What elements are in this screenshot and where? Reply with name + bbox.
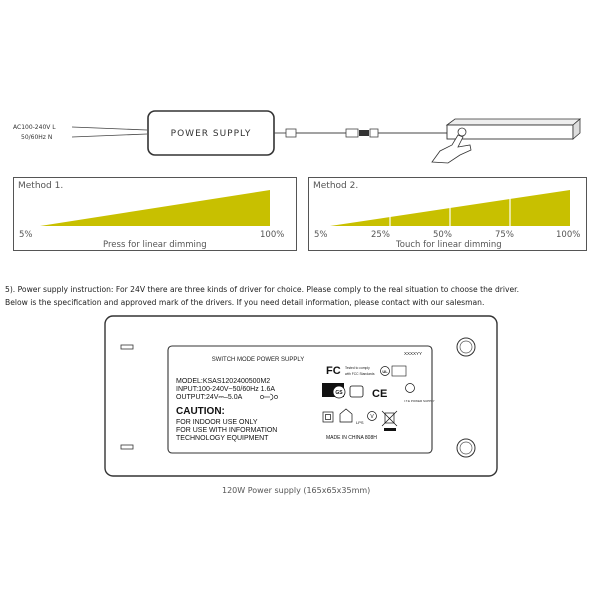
svg-text:UL: UL [382, 369, 388, 374]
method2-tick-50: 50% [433, 230, 452, 240]
method1-min-label: 5% [19, 230, 33, 240]
dc-connector-a [346, 129, 358, 137]
svg-text:GS: GS [335, 390, 343, 396]
method1-max-label: 100% [260, 230, 285, 240]
method2-tick-5: 5% [314, 230, 328, 240]
power-supply-box-label: POWER SUPPLY [170, 129, 252, 139]
svg-text:V: V [370, 414, 374, 420]
lps-mark-icon [356, 420, 364, 425]
psu-left-tab-bottom [121, 445, 133, 449]
dc-connector-c [370, 129, 378, 137]
method1-caption: Press for linear dimming [103, 240, 207, 250]
light-bar-top [447, 119, 580, 125]
ccc-mark-icon [350, 386, 363, 397]
dc-connector-b [359, 130, 369, 136]
spec-model: MODEL:KSAS1202400500M2 [176, 378, 271, 385]
spec-caution-line3: TECHNOLOGY EQUIPMENT [176, 435, 269, 442]
instruction-line-1: 5). Power supply instruction: For 24V there are three kinds of driver for choice. Please comply to the real situation to choose the driver. [5, 285, 520, 294]
method1-ramp [40, 190, 270, 226]
input-wire-l [72, 127, 147, 130]
psu-left-tab-top [121, 345, 133, 349]
fcc-mark-icon: FC [326, 365, 341, 377]
input-wire-n [72, 134, 147, 137]
svg-text:I.T.E POWER SUPPLY: I.T.E POWER SUPPLY [404, 399, 435, 403]
power-supply-drawing [0, 310, 600, 490]
instruction-line-2: Below is the specification and approved mark of the drivers. If you need detail information, please contact with our salesman. [5, 298, 485, 307]
spec-caution-line2: FOR USE WITH INFORMATION [176, 427, 278, 434]
method1-title: Method 1. [18, 181, 64, 191]
spec-caution: CAUTION: [176, 406, 225, 417]
gs-mark-icon [322, 383, 345, 398]
spec-made-in: MADE IN CHINA 808H [326, 435, 377, 441]
spec-input: INPUT:100-240V~50/60Hz 1.6A [176, 386, 276, 393]
fcc-note-2: with FCC Standards [345, 372, 375, 376]
svg-text:LPS: LPS [356, 420, 364, 425]
spec-output: OUTPUT:24V⎓–5.0A [176, 394, 243, 401]
spec-code: XXXXYY [404, 351, 423, 356]
input-frequency-label: 50/60Hz N [21, 134, 53, 141]
wiring-diagram [0, 95, 600, 175]
ce-mark-icon: CE [372, 388, 388, 400]
method2-tick-75: 75% [495, 230, 514, 240]
method2-tick-100: 100% [556, 230, 581, 240]
method1-ramp-shape [40, 190, 270, 226]
method2-ramp [330, 190, 570, 226]
method2-title: Method 2. [313, 181, 359, 191]
psu-caption: 120W Power supply (165x65x35mm) [222, 486, 371, 495]
cable-strain-relief [286, 129, 296, 137]
input-voltage-label: AC100-240V L [13, 124, 56, 131]
method2-tick-25: 25% [371, 230, 390, 240]
touch-sensor-icon [458, 128, 466, 136]
spec-caution-line1: FOR INDOOR USE ONLY [176, 419, 258, 426]
spec-header: SWITCH MODE POWER SUPPLY [211, 357, 305, 363]
fcc-note-1: Tested to comply [345, 366, 370, 370]
method2-caption: Touch for linear dimming [396, 240, 502, 250]
